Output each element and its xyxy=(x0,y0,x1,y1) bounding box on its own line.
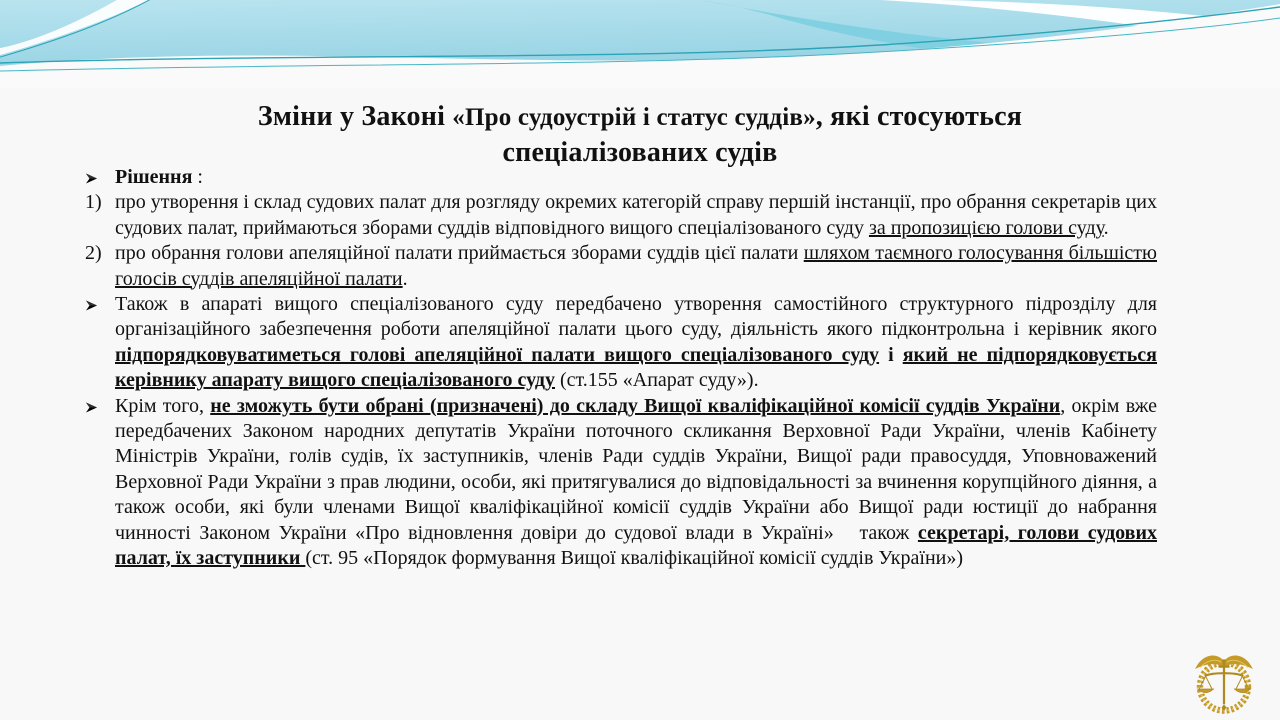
text-segment: , окрім вже передбачених Законом народних депутатів України поточного скликання Верховної Ради України, членів Кабінету Міністрів України, голів судів, їх заступників, членів Ради суддів України, Вищої ради правосуддя, Уповноважений Верховної Ради України з прав людини, особи, які притягувалися до відповідальності за вчинення корупційного діяння, а також особи, які були членами Вищої кваліфікаційної комісії суддів України або Вищої ради юстиції до набрання чинності Законом України «Про відновлення довіри до судової влади в Україні» також xyxy=(115,394,1158,544)
text-segment: : xyxy=(192,166,203,188)
text-segment: , які стосуються xyxy=(815,100,1023,132)
text-segment: спеціалізованих судів xyxy=(502,136,778,168)
text-segment: і xyxy=(879,343,903,366)
item-text xyxy=(115,165,1157,190)
item-number: 1) xyxy=(85,191,102,214)
text-segment: підпорядковуватиметься голові апеляційної палати вищого спеціалізованого суду xyxy=(115,343,880,366)
content-list xyxy=(85,165,1157,572)
text-segment: (ст. 95 «Порядок формування Вищої кваліфікаційної комісії суддів України») xyxy=(305,547,964,570)
text-segment: Крім того, xyxy=(115,394,211,417)
text-segment: секретарі, голови судових палат, їх заступники xyxy=(115,521,1158,570)
item-number: 2) xyxy=(85,242,102,265)
header-wave-decoration xyxy=(0,0,1280,88)
content-item xyxy=(85,190,1157,241)
text-segment: «Про судоустрій і статус суддів» xyxy=(452,103,816,131)
text-segment: не зможуть бути обрані (призначені) до складу Вищої кваліфікаційної комісії суддів України xyxy=(210,394,1061,417)
item-text xyxy=(115,394,1157,572)
text-segment: Рішення xyxy=(115,166,193,188)
text-segment: за пропозицією голови суду xyxy=(868,216,1104,239)
text-segment: про утворення і склад судових палат для розгляду окремих категорій справу першій інстанції, про обрання секретарів цих судових палат, приймаються зборами суддів відповідного вищого спеціалізованого суду xyxy=(115,191,1157,239)
judiciary-scales-emblem-icon xyxy=(1181,645,1267,717)
arrowhead-bullet-icon xyxy=(85,292,115,394)
item-text xyxy=(115,190,1157,241)
text-segment: . xyxy=(1103,216,1109,239)
content-item xyxy=(85,165,1157,190)
content-item xyxy=(85,292,1157,394)
content-item xyxy=(85,394,1157,572)
text-segment: Також в апараті вищого спеціалізованого суду передбачено утворення самостійного структурного підрозділу для організаційного забезпечення роботи апеляційної палати цього суду, діяльність якого підконтрольна і керівник якого xyxy=(115,293,1157,341)
item-text xyxy=(115,292,1157,394)
item-text xyxy=(115,241,1157,292)
content-item xyxy=(85,241,1157,292)
text-segment: про обрання голови апеляційної палати приймається зборами суддів цієї палати xyxy=(115,242,804,265)
arrowhead-bullet-icon xyxy=(85,394,115,572)
text-segment: шляхом таємного голосування більшістю голосів суддів апеляційної палати xyxy=(115,242,1157,290)
text-segment: (ст.155 «Апарат суду»). xyxy=(555,369,759,392)
text-segment: Зміни у Законі xyxy=(257,100,453,132)
page-title xyxy=(0,99,1280,170)
text-segment: . xyxy=(402,267,408,290)
text-segment: який не підпорядковується керівнику апарату вищого спеціалізованого суду xyxy=(115,343,1157,392)
arrowhead-bullet-icon xyxy=(85,165,115,190)
